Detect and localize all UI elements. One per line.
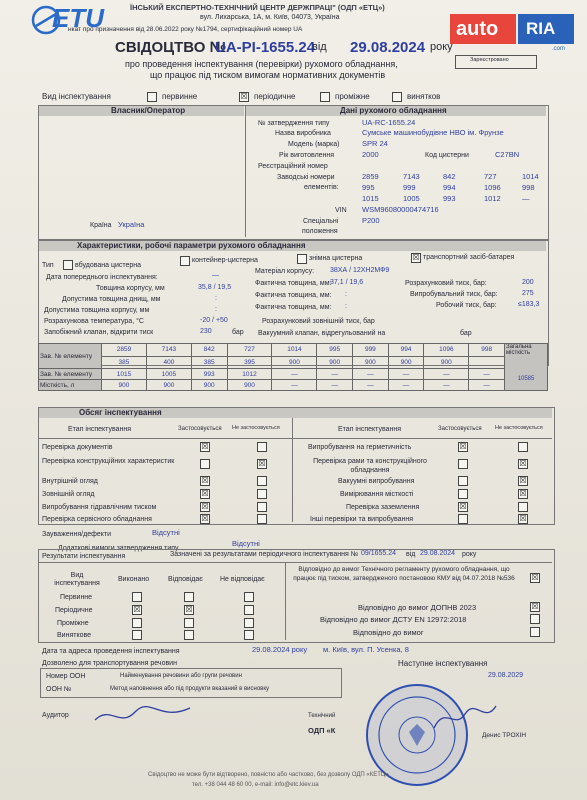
results-summary-year: року	[462, 551, 477, 558]
elements-cell: 385	[102, 356, 147, 369]
vacuum-unit: бар	[460, 330, 472, 337]
results-done-0[interactable]	[132, 592, 142, 602]
auditor-signature	[90, 700, 200, 730]
char-left-value-5: 230	[200, 328, 212, 335]
scope-right-not-4[interactable]	[518, 502, 528, 512]
table-row	[39, 380, 548, 391]
scope-left-applied-0[interactable]: ☒	[201, 442, 209, 451]
char-mid-value-3: :	[345, 303, 347, 310]
elements-cell: 1005	[146, 369, 191, 380]
factory-number: 842	[443, 172, 456, 181]
factory-number: 2859	[362, 172, 379, 181]
scope-left-label-4: Випробування гідравлічним тиском	[42, 504, 157, 511]
elements-row1-label: Зав. № елементу	[39, 344, 102, 369]
elements-cell: —	[353, 369, 389, 380]
elements-cell: 395	[227, 356, 272, 369]
scope-col-not-applied-right: Не застосовується	[495, 425, 543, 431]
scope-right-applied-2[interactable]	[458, 476, 468, 486]
results-row-label-0: Первинне	[60, 594, 93, 601]
char-mid-label-2: Фактична товщина, мм:	[255, 292, 332, 299]
elements-cell: 1014	[272, 344, 317, 357]
inspection-type-checkbox-3[interactable]	[392, 92, 402, 102]
elements-cell: 900	[317, 356, 353, 369]
scope-right-not-2[interactable]: ☒	[519, 476, 527, 485]
vin-value: WSM96080000474716	[362, 205, 439, 214]
char-mid-label-3: Фактична товщина, мм:	[255, 304, 332, 311]
factory-number: 1005	[403, 194, 420, 203]
elements-cell: 385	[191, 356, 227, 369]
results-row-label-2: Проміжне	[57, 620, 89, 627]
extra-req-value: Відсутні	[232, 539, 260, 548]
elements-cell: —	[272, 380, 317, 391]
registration-stamp: Зареєстровано	[470, 57, 509, 63]
autoria-auto-text: auto	[456, 18, 499, 40]
type-option-1: контейнер-цистерна	[192, 257, 258, 264]
results-row-label-3: Виняткове	[57, 632, 92, 639]
factory-number: 998	[522, 183, 535, 192]
vin-label: VIN	[335, 207, 347, 214]
cert-date: 29.08.2024	[350, 39, 426, 56]
transport-un-value: Найменування речовини або групи речовин	[120, 673, 242, 679]
scope-left-not-3[interactable]	[257, 489, 267, 499]
results-ok-1[interactable]: ☒	[185, 605, 193, 614]
results-title: Результати інспектування	[42, 553, 126, 560]
scope-left-not-4[interactable]	[257, 502, 267, 512]
factory-number: 727	[484, 172, 497, 181]
equip-label-1: Назва виробника	[275, 130, 331, 137]
factory-number: 1015	[362, 194, 379, 203]
char-left-label-0: Дата попереднього інспектування:	[46, 274, 158, 281]
inspection-type-option-1: періодичне	[254, 92, 296, 101]
inspection-type-option-3: винятков	[407, 92, 441, 101]
char-bar-unit-1: бар	[232, 329, 244, 336]
results-norm-1: Відповідно до вимог ДОПНВ 2023	[358, 603, 477, 612]
elements-cell: 900	[272, 356, 317, 369]
scope-left-applied-2[interactable]: ☒	[201, 476, 209, 485]
scope-right-not-0[interactable]	[518, 442, 528, 452]
results-norm-2: Відповідно до вимог ДСТУ EN 12972:2018	[320, 615, 467, 624]
owner-title: Власник/Оператор	[111, 106, 186, 115]
elements-cell: —	[424, 380, 469, 391]
results-row-label-1: Періодичне	[55, 607, 93, 614]
autoria-ria-text: RIA	[526, 19, 556, 38]
elements-cell: 994	[388, 344, 424, 357]
inspection-type-option-2: проміжне	[335, 92, 370, 101]
type-checkbox-0[interactable]	[63, 260, 73, 270]
scope-col-stage-right: Етап інспектування	[338, 426, 402, 433]
scope-right-label-3: Вимірювання місткості	[340, 491, 414, 498]
results-not-ok-2[interactable]	[244, 618, 254, 628]
elements-cell: —	[388, 369, 424, 380]
char-left-label-5: Запобіжний клапан, відкрити тиск	[44, 329, 154, 336]
elements-cell: 900	[146, 380, 191, 391]
scope-left-applied-5[interactable]: ☒	[201, 514, 209, 523]
total-capacity-value: 10585	[517, 376, 535, 382]
scope-right-label-1: Перевірка рами та конструкційного обладнання	[313, 458, 427, 474]
char-mid-value-0: 38ХА / 12ХН2МФ9	[330, 267, 390, 274]
elements-cell: —	[469, 369, 505, 380]
results-norm-check-1[interactable]: ☒	[531, 602, 539, 611]
scope-col-applied-right: Застосовується	[438, 426, 482, 432]
elements-cell: 900	[191, 380, 227, 391]
scope-right-label-2: Вакуумні випробування	[338, 478, 415, 485]
factory-number: 994	[443, 183, 456, 192]
elements-cell: 900	[227, 380, 272, 391]
type-checkbox-1[interactable]	[180, 256, 190, 266]
elements-cell: —	[317, 369, 353, 380]
tank-code-label: Код цистерни	[425, 152, 469, 159]
results-hline	[39, 562, 552, 563]
elements-cell: 993	[191, 369, 227, 380]
equipment-header	[246, 106, 546, 116]
results-summary-prefix: Зазначені за результатами періодичного інспектування №	[170, 551, 359, 558]
elements-cell: 2859	[102, 344, 147, 357]
extra-req-label: Додаткові вимоги затвердження типу	[58, 545, 179, 552]
scope-divider	[292, 418, 293, 522]
char-right-label-1: Випробувальний тиск, бар:	[410, 291, 498, 298]
next-inspection-label: Наступне інспектування	[398, 659, 488, 668]
elements-cell: 7143	[146, 344, 191, 357]
transport-un-label: Номер ООН	[46, 673, 86, 680]
elements-cell: —	[388, 380, 424, 391]
elements-cell: 1012	[227, 369, 272, 380]
factory-number: —	[522, 194, 530, 203]
elements-cell: 1096	[424, 344, 469, 357]
char-mid-value-2: :	[345, 291, 347, 298]
inspection-type-checkbox-0[interactable]	[147, 92, 157, 102]
autoria-watermark	[450, 10, 578, 50]
results-summary-date: 29.08.2024	[420, 550, 456, 557]
external-pressure-label: Розрахунковий зовнішній тиск, бар	[262, 318, 375, 325]
results-frame	[38, 549, 555, 643]
char-left-value-0: —	[212, 272, 219, 279]
scope-header	[39, 408, 552, 418]
scope-left-label-0: Перевірка документів	[42, 444, 113, 451]
cert-number: UA-PI-1655.24	[215, 39, 316, 56]
owner-header	[39, 106, 244, 116]
scope-right-applied-5[interactable]	[458, 514, 468, 524]
scope-left-label-3: Зовнішній огляд	[42, 491, 95, 498]
header-line2: вул. Лихарська, 1А, м. Київ, 04073, Україна	[200, 14, 340, 21]
tank-code-value: C27BN	[495, 150, 520, 159]
transport-label: Дозволено для транспортування речовин	[42, 660, 177, 667]
results-norm-check-3[interactable]	[530, 627, 540, 637]
elements-row3-label: Зав. № елементу	[39, 369, 102, 380]
char-right-value-2: ≤183,3	[518, 301, 540, 308]
results-norm-check-0[interactable]: ☒	[531, 573, 539, 582]
defects-label: Зауваження/дефекти	[42, 531, 112, 538]
scope-left-not-0[interactable]	[257, 442, 267, 452]
results-summary-from: від	[406, 551, 416, 558]
factory-number: 7143	[403, 172, 420, 181]
elements-cell: 842	[191, 344, 227, 357]
special-label-1: Спеціальні	[303, 218, 339, 225]
elements-cell: 727	[227, 344, 272, 357]
results-ok-2[interactable]	[184, 618, 194, 628]
scope-left-label-1: Перевірка конструкційних характеристик	[42, 458, 175, 465]
characteristics-title: Характеристики, робочі параметри рухомого обладнання	[77, 241, 306, 250]
factory-number: 1012	[484, 194, 501, 203]
char-left-label-1: Товщина корпусу, мм	[96, 285, 165, 292]
country-value: Україна	[118, 220, 145, 229]
equip-value-1: Сумське машинобудівне НВО ім. Фрунзе	[362, 128, 504, 137]
elements-cell: —	[353, 380, 389, 391]
vacuum-valve-label: Вакуумний клапан, відрегульований на	[258, 330, 386, 337]
elements-cell: 900	[353, 356, 389, 369]
signer-name: Денис ТРОХІН	[482, 732, 527, 739]
scope-right-not-5[interactable]: ☒	[519, 514, 527, 523]
results-col-not-ok: Не відповідає	[220, 576, 265, 583]
elements-cell: 995	[317, 344, 353, 357]
scope-right-not-3[interactable]: ☒	[519, 489, 527, 498]
elements-cell: —	[317, 380, 353, 391]
special-value: P200	[362, 216, 380, 225]
scope-left-not-5[interactable]	[257, 514, 267, 524]
inspection-type-option-0: первинне	[162, 92, 198, 101]
factory-label-2: елементів:	[304, 184, 339, 191]
scope-right-label-4: Перевірка заземлення	[346, 504, 420, 511]
scope-left-not-1[interactable]: ☒	[258, 459, 266, 468]
scope-right-label-5: Інші перевірки та випробування	[310, 516, 414, 523]
elements-cell: 900	[388, 356, 424, 369]
scope-right-applied-4[interactable]: ☒	[459, 502, 467, 511]
equip-value-2: SPR 24	[362, 139, 388, 148]
factory-number: 993	[443, 194, 456, 203]
scope-grid	[39, 438, 552, 439]
defects-value: Відсутні	[152, 528, 180, 537]
elements-cell: 1015	[102, 369, 147, 380]
char-left-label-4: Розрахункова температура, °C	[44, 318, 144, 325]
purpose-line1: про проведення інспектування (перевірки) рухомого обладнання,	[125, 59, 398, 69]
elements-cell: 900	[102, 380, 147, 391]
reg-number-label: Реєстраційний номер	[258, 163, 328, 170]
inspection-type-checkbox-2[interactable]	[320, 92, 330, 102]
type-checkbox-3[interactable]: ☒	[412, 253, 420, 262]
date-place-label: Дата та адреса проведення інспектування	[42, 648, 180, 655]
results-norm-check-2[interactable]	[530, 614, 540, 624]
factory-number: 1014	[522, 172, 539, 181]
scope-title: Обсяг інспектування	[79, 408, 162, 417]
type-option-3: транспортний засіб-батарея	[423, 254, 515, 261]
equip-label-0: № затвердження типу	[258, 120, 330, 127]
char-mid-value-1: 37,1 / 19,6	[330, 279, 364, 286]
results-col-ok: Відповідає	[168, 576, 203, 583]
scope-left-not-2[interactable]	[257, 476, 267, 486]
results-ok-3[interactable]	[184, 630, 194, 640]
owner-divider	[245, 106, 246, 237]
factory-number: 1096	[484, 183, 501, 192]
scope-right-applied-1[interactable]	[458, 459, 468, 469]
header-line1: ЇНСЬКИЙ ЕКСПЕРТНО-ТЕХНІЧНИЙ ЦЕНТР ДЕРЖПРАЦІ" (ОДП «ЕТЦ»)	[130, 3, 385, 12]
scope-left-label-5: Перевірка сервісного обладнання	[42, 516, 152, 523]
factory-number: 999	[403, 183, 416, 192]
factory-label-1: Заводські номери	[277, 174, 335, 181]
results-done-1[interactable]: ☒	[133, 605, 141, 614]
results-norm-0: Відповідно до вимог Технічного регламенту рухомого обладнання, що працює під тиском, затвердженого постановою КМУ від 04.07.2018 №536	[293, 566, 515, 582]
next-inspection-value: 29.08.2029	[488, 672, 524, 679]
table-row	[39, 344, 548, 357]
signer-signature-icon	[430, 700, 500, 735]
equip-value-3: 2000	[362, 150, 379, 159]
char-left-value-1: 35,8 / 19,5	[198, 284, 232, 291]
char-left-label-3: Допустима товщина корпусу, мм	[44, 307, 150, 314]
inspection-type-checkbox-1[interactable]: ☒	[240, 92, 248, 101]
char-mid-label-1: Фактична товщина, мм:	[255, 280, 332, 287]
cert-from: від	[312, 41, 327, 53]
total-capacity-label: Загальна місткість	[506, 344, 532, 356]
results-not-ok-0[interactable]	[244, 592, 254, 602]
results-not-ok-1[interactable]	[244, 605, 254, 615]
results-done-2[interactable]	[132, 618, 142, 628]
scope-left-applied-4[interactable]: ☒	[201, 502, 209, 511]
char-mid-label-0: Матеріал корпусу:	[255, 268, 315, 275]
elements-cell: —	[469, 380, 505, 391]
results-ok-0[interactable]	[184, 592, 194, 602]
scope-col-stage-left: Етап інспектування	[68, 426, 132, 433]
scope-left-applied-1[interactable]	[200, 459, 210, 469]
purpose-line2: що працює під тиском вимогам нормативних документів	[150, 70, 386, 80]
scope-right-applied-0[interactable]: ☒	[459, 442, 467, 451]
table-row	[39, 356, 548, 369]
bottom-line2: тел. +38 044 48 60 00, e-mail: info@etc.kiev.ua	[192, 782, 319, 788]
header-line3: нкат про призначення від 28.06.2022 року №1794, сертифікаційний номер UA	[68, 26, 303, 33]
date-value: 29.08.2024 року	[252, 645, 308, 654]
elements-cell: —	[424, 369, 469, 380]
elements-table	[38, 343, 548, 391]
scope-col-not-applied-left: Не застосовується	[232, 425, 280, 431]
elements-cell	[469, 356, 505, 369]
char-right-label-0: Розрахунковий тиск, бар:	[405, 280, 487, 287]
special-label-2: положення	[302, 228, 338, 235]
signer-signature	[430, 700, 500, 735]
equip-label-2: Модель (марка)	[288, 141, 340, 148]
equipment-title: Дані рухомого обладнання	[340, 106, 447, 115]
place-value: м. Київ, вул. П. Усенка, 8	[323, 645, 409, 654]
type-label: Тип	[42, 262, 54, 269]
results-col-type: Вид інспектування	[54, 572, 100, 587]
cert-title-prefix: СВІДОЦТВО №	[115, 39, 227, 56]
elements-cell: —	[272, 369, 317, 380]
scope-left-applied-3[interactable]: ☒	[201, 489, 209, 498]
equip-label-3: Рік виготовлення	[279, 152, 335, 159]
logo-text: ETU	[52, 3, 104, 33]
scope-col-applied-left: Застосовується	[178, 426, 222, 432]
auditor-signature-icon	[90, 700, 200, 730]
scope-right-label-0: Випробування на герметичність	[308, 444, 412, 451]
type-option-0: вбудована цистерна	[75, 262, 142, 269]
elements-cell: 999	[353, 344, 389, 357]
elements-cell: 400	[146, 356, 191, 369]
transport-adr-value: Метод наповнення або під продукти вказаний в висновку	[110, 686, 270, 692]
elements-cell: 900	[424, 356, 469, 369]
char-left-value-2: :	[215, 295, 217, 302]
char-left-value-3: :	[215, 306, 217, 313]
scope-right-applied-3[interactable]	[458, 489, 468, 499]
tech-label-1: Технічний	[308, 713, 336, 719]
factory-number: 995	[362, 183, 375, 192]
char-right-value-0: 200	[522, 279, 534, 286]
equip-value-0: UA-RC-1655.24	[362, 118, 416, 127]
type-checkbox-2[interactable]	[297, 254, 307, 264]
bottom-line1: Свідоцтво не може бути відтворено, повністю або частково, без дозволу ОДП «КЕТЦ»	[148, 772, 389, 778]
total-capacity-cell	[505, 344, 548, 391]
transport-adr-label: ООН №	[46, 686, 72, 693]
results-not-ok-3[interactable]	[244, 630, 254, 640]
results-vline	[285, 562, 286, 640]
country-label: Країна	[90, 222, 112, 229]
results-col-done: Виконано	[118, 576, 150, 583]
characteristics-header	[39, 241, 546, 251]
tech-label-2: ОДП «К	[308, 726, 336, 735]
auditor-label: Аудитор	[42, 712, 69, 719]
table-row	[39, 369, 548, 380]
results-summary-number: 09/1655.24	[361, 550, 397, 557]
char-left-label-2: Допустима товщина днищ, мм	[62, 296, 161, 303]
results-norm-3: Відповідно до вимог	[353, 628, 424, 637]
elements-cell: 998	[469, 344, 505, 357]
char-left-value-4: -20 / +50	[200, 317, 228, 324]
type-option-2: знімна цистерна	[309, 255, 363, 262]
inspection-type-label: Вид інспектування	[42, 92, 111, 101]
scope-left-label-2: Внутрішній огляд	[42, 478, 98, 485]
char-right-label-2: Робочий тиск, бар:	[436, 302, 497, 309]
autoria-suffix: .com	[552, 46, 566, 52]
results-done-3[interactable]	[132, 630, 142, 640]
cert-year-word: року	[430, 41, 453, 53]
scope-right-not-1[interactable]: ☒	[519, 459, 527, 468]
elements-row4-label: Місткість, л	[39, 380, 102, 391]
char-right-value-1: 275	[522, 290, 534, 297]
